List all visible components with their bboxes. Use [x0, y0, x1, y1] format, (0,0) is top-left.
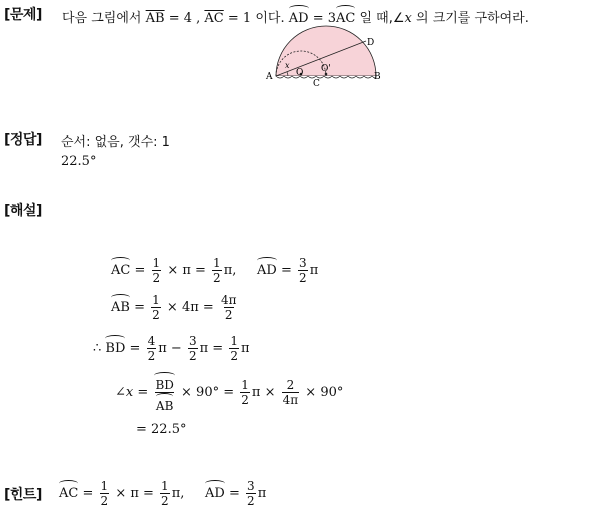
- hint-line: AC = $\frac{1}{2}$ × π = $\frac{1}{2}$ π, AD = $\frac{3}{2}$ π: [59, 479, 267, 508]
- label-o: O: [296, 68, 304, 78]
- arc-ac: AC: [335, 11, 356, 26]
- label-oprime: O': [321, 64, 331, 74]
- arc-ad: AD: [288, 11, 309, 26]
- label-b: B: [374, 72, 381, 82]
- label-x: x: [285, 61, 290, 70]
- problem-label: [문제]: [4, 7, 42, 23]
- hint-label: [힌트]: [4, 487, 42, 503]
- solution-label: [해설]: [4, 203, 42, 219]
- solution-line3: ∴ BD = $\frac{4}{2}$ π − $\frac{3}{2}$ π = $\frac{1}{2}$ π: [93, 334, 250, 363]
- semicircle-figure: [262, 24, 382, 90]
- answer-line1: 순서: 없음, 갯수: 1: [61, 135, 170, 150]
- label-c: C: [313, 79, 320, 89]
- solution-line2: AB = $\frac{1}{2}$ × 4π = $\frac{4\pi}{2}$: [111, 293, 237, 322]
- solution-line1: AC = $\frac{1}{2}$ × π = $\frac{1}{2}$ π, AD = $\frac{3}{2}$ π: [111, 256, 319, 285]
- problem-text: 다음 그림에서 $\overline{AB} = 4$ , $\overline{AC} = 1$ 이다. AD = 3AC 일 때,∠x 의 크기를 구하여라.: [62, 11, 529, 26]
- answer-label: [정답]: [4, 132, 42, 148]
- solution-line5: = 22.5°: [136, 422, 187, 437]
- baseline: [276, 76, 376, 78]
- solution-line4: ∠x = $\frac{BD}{AB}$ × 90° = $\frac{1}{2}$ π × $\frac{2}{4\pi}$ × 90°: [115, 378, 344, 413]
- label-a: A: [266, 72, 273, 82]
- segment-ac: $\overline{AC}$: [204, 11, 224, 26]
- segment-ab: $\overline{AB}$: [145, 11, 165, 26]
- label-d: D: [367, 38, 375, 48]
- answer-value: 22.5°: [61, 154, 97, 169]
